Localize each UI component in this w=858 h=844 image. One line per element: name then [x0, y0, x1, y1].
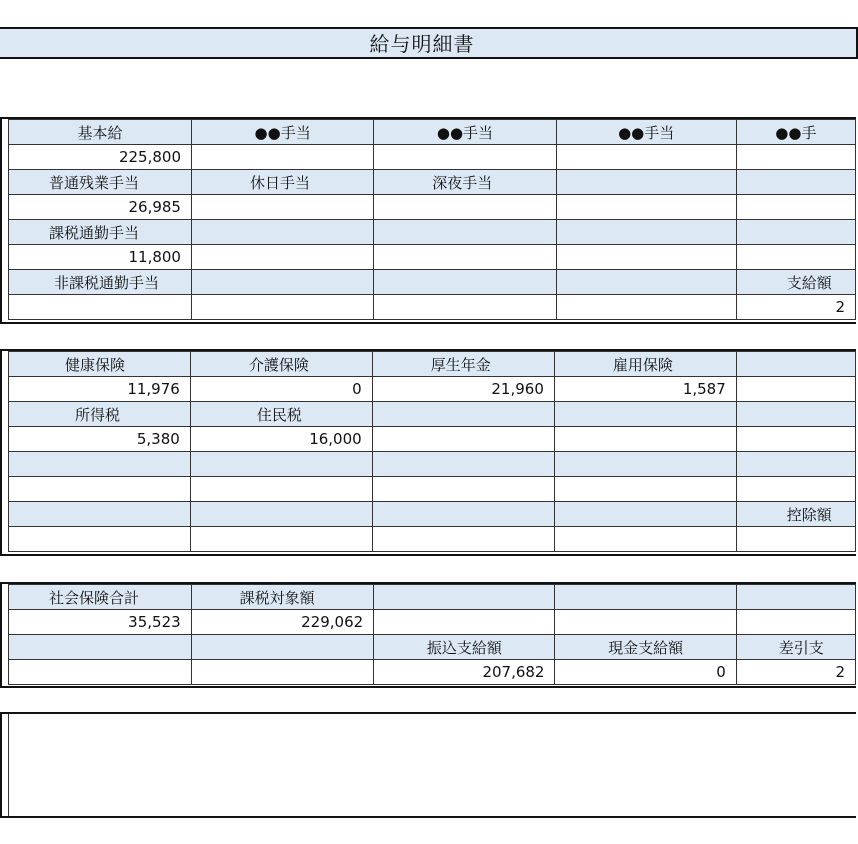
payments-value-cell [191, 245, 373, 270]
deductions-value-cell: 0 [190, 377, 372, 402]
deductions-label-cell [9, 452, 191, 477]
deductions-value-cell [736, 477, 855, 502]
deductions-value-cell [9, 527, 191, 552]
totals-value-cell [9, 660, 192, 685]
totals-value-cell: 0 [555, 660, 736, 685]
payments-value-cell: 26,985 [9, 195, 192, 220]
totals-label-cell [374, 585, 555, 610]
totals-label-cell [736, 585, 855, 610]
payments-value-cell: 225,800 [9, 145, 192, 170]
deductions-label-cell [372, 452, 554, 477]
payments-label-cell: 深夜手当 [374, 170, 556, 195]
deductions-value-cell [736, 527, 855, 552]
payments-section [0, 117, 856, 324]
deductions-label-cell: 所得税 [9, 402, 191, 427]
deductions-label-cell [554, 402, 736, 427]
totals-label-cell [191, 635, 374, 660]
totals-label-cell: 課税対象額 [191, 585, 374, 610]
deductions-label-cell: 厚生年金 [372, 352, 554, 377]
deductions-label-cell: 健康保険 [9, 352, 191, 377]
payments-value-cell [556, 195, 736, 220]
deductions-table [8, 351, 856, 552]
deductions-label-cell: 介護保険 [190, 352, 372, 377]
totals-label-cell [555, 585, 736, 610]
deductions-labels-row [9, 502, 856, 527]
payments-value-cell [374, 295, 556, 320]
deductions-value-cell [554, 427, 736, 452]
payments-label-cell: ●●手当 [374, 120, 556, 145]
payments-label-cell [556, 170, 736, 195]
deductions-values-row [9, 427, 856, 452]
deductions-labels-row [9, 452, 856, 477]
deductions-label-cell [9, 502, 191, 527]
deductions-label-cell [736, 352, 855, 377]
totals-label-cell: 社会保険合計 [9, 585, 192, 610]
deductions-value-cell [554, 527, 736, 552]
payments-labels-row [9, 170, 856, 195]
page-title: 給与明細書 [369, 32, 475, 56]
deductions-label-cell [372, 402, 554, 427]
deductions-values-row [9, 527, 856, 552]
payments-label-cell: 休日手当 [191, 170, 373, 195]
totals-label-cell [9, 635, 192, 660]
payments-value-cell: 2 [736, 295, 855, 320]
deductions-values-row [9, 377, 856, 402]
payments-label-cell [556, 270, 736, 295]
deductions-value-cell: 16,000 [190, 427, 372, 452]
payments-value-cell [374, 245, 556, 270]
deductions-value-cell [190, 527, 372, 552]
payments-values-row [9, 145, 856, 170]
payments-label-cell [191, 270, 373, 295]
notes-section [0, 712, 856, 818]
payments-value-cell [374, 145, 556, 170]
deductions-label-cell: 住民税 [190, 402, 372, 427]
payments-label-cell: ●●手 [736, 120, 855, 145]
totals-value-cell [374, 610, 555, 635]
deductions-section [0, 349, 856, 556]
payments-values-row [9, 295, 856, 320]
deductions-value-cell: 1,587 [554, 377, 736, 402]
payments-value-cell [556, 145, 736, 170]
totals-label-cell: 振込支給額 [374, 635, 555, 660]
deductions-value-cell: 21,960 [372, 377, 554, 402]
payments-label-cell: 課税通勤手当 [9, 220, 192, 245]
title-bar [0, 27, 858, 59]
payments-value-cell [556, 295, 736, 320]
payments-value-cell [9, 295, 192, 320]
payments-label-cell: ●●手当 [556, 120, 736, 145]
deductions-values-row [9, 477, 856, 502]
deductions-label-cell [736, 452, 855, 477]
payments-label-cell [556, 220, 736, 245]
deductions-label-cell [736, 402, 855, 427]
payments-label-cell [374, 270, 556, 295]
payments-label-cell: ●●手当 [191, 120, 373, 145]
deductions-label-cell [554, 502, 736, 527]
totals-section [0, 582, 856, 688]
totals-values-row [9, 610, 856, 635]
deductions-value-cell: 11,976 [9, 377, 191, 402]
totals-value-cell [736, 610, 855, 635]
notes-divider [8, 714, 9, 816]
totals-label-cell: 現金支給額 [555, 635, 736, 660]
payments-value-cell [556, 245, 736, 270]
totals-value-cell: 35,523 [9, 610, 192, 635]
payments-label-cell [736, 170, 855, 195]
deductions-label-cell [190, 452, 372, 477]
deductions-value-cell: 5,380 [9, 427, 191, 452]
payments-value-cell: 11,800 [9, 245, 192, 270]
deductions-value-cell [554, 477, 736, 502]
payments-labels-row [9, 120, 856, 145]
deductions-value-cell [372, 477, 554, 502]
payments-label-cell: 基本給 [9, 120, 192, 145]
deductions-value-cell [736, 427, 855, 452]
payments-value-cell [191, 195, 373, 220]
payments-value-cell [191, 145, 373, 170]
deductions-value-cell [372, 527, 554, 552]
totals-value-cell [191, 660, 374, 685]
totals-labels-row [9, 635, 856, 660]
deductions-label-cell: 控除額 [736, 502, 855, 527]
totals-value-cell: 2 [736, 660, 855, 685]
payments-label-cell: 非課税通勤手当 [9, 270, 192, 295]
totals-table [8, 584, 856, 685]
deductions-label-cell [190, 502, 372, 527]
totals-label-cell: 差引支 [736, 635, 855, 660]
totals-value-cell [555, 610, 736, 635]
payments-values-row [9, 195, 856, 220]
payments-label-cell: 支給額 [736, 270, 855, 295]
payments-value-cell [736, 145, 855, 170]
totals-value-cell: 229,062 [191, 610, 374, 635]
deductions-value-cell [372, 427, 554, 452]
deductions-value-cell [190, 477, 372, 502]
totals-values-row [9, 660, 856, 685]
payments-value-cell [374, 195, 556, 220]
payments-value-cell [736, 195, 855, 220]
payments-label-cell [736, 220, 855, 245]
payments-labels-row [9, 270, 856, 295]
payments-label-cell: 普通残業手当 [9, 170, 192, 195]
payments-values-row [9, 245, 856, 270]
payments-table [8, 119, 856, 320]
deductions-value-cell [9, 477, 191, 502]
deductions-value-cell [736, 377, 855, 402]
payments-value-cell [191, 295, 373, 320]
totals-value-cell: 207,682 [374, 660, 555, 685]
payments-labels-row [9, 220, 856, 245]
deductions-labels-row [9, 402, 856, 427]
payments-value-cell [736, 245, 855, 270]
deductions-label-cell: 雇用保険 [554, 352, 736, 377]
deductions-label-cell [372, 502, 554, 527]
totals-labels-row [9, 585, 856, 610]
deductions-labels-row [9, 352, 856, 377]
payments-label-cell [191, 220, 373, 245]
payments-label-cell [374, 220, 556, 245]
deductions-label-cell [554, 452, 736, 477]
